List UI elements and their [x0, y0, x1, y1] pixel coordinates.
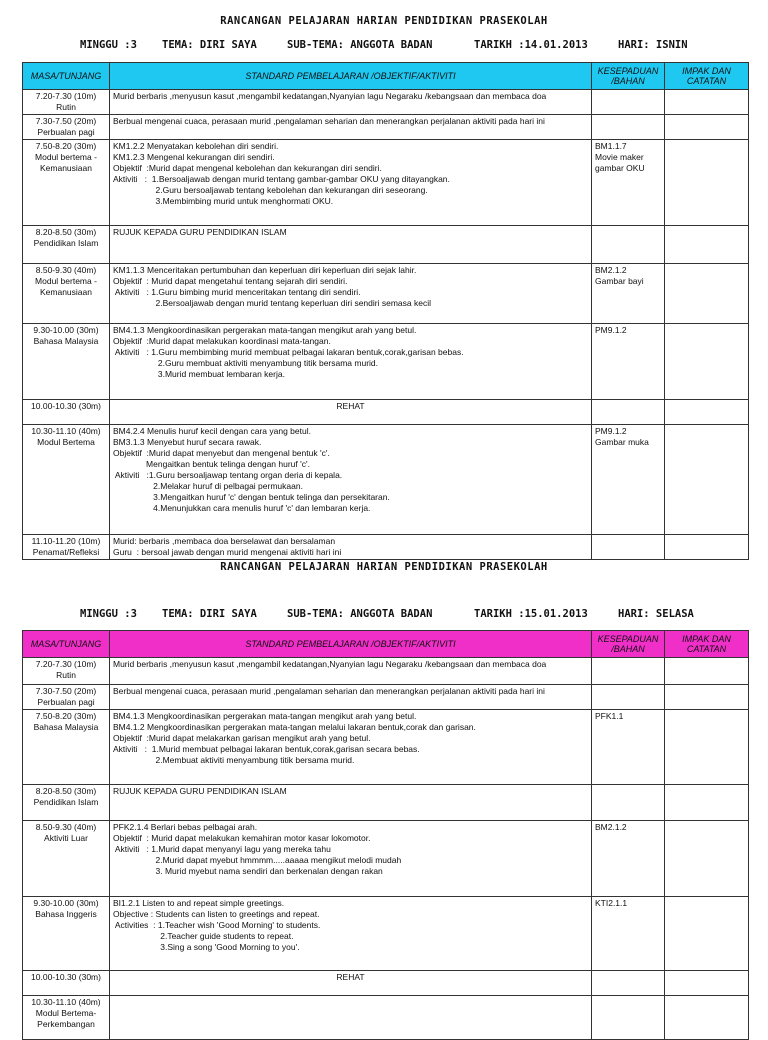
activity-line: Activities : 1.Teacher wish 'Good Morning' to students. — [113, 920, 321, 930]
activity-cell — [110, 897, 592, 971]
activity-line: Mengaitkan bentuk telinga dengan huruf 'c'. — [113, 459, 310, 469]
activity-cell — [110, 140, 592, 226]
meta-hari: HARI: SELASA — [618, 608, 694, 620]
masa-cell — [23, 140, 110, 226]
activity-line: Guru : bersoal jawab dengan murid mengenai aktiviti hari ini — [113, 547, 342, 557]
activity-line: Objektif : Murid dapat mengetahui tentang sejarah diri sendiri. — [113, 276, 348, 286]
impak-cell — [665, 785, 749, 821]
header-impak: IMPAK DAN CATATAN — [665, 631, 749, 658]
masa-line: Modul Bertema — [37, 437, 95, 447]
impak-cell — [665, 685, 749, 710]
masa-cell — [23, 821, 110, 897]
activity-line: BM4.1.3 Mengkoordinasikan pergerakan mata-tangan mengikut arah yang betul. — [113, 325, 417, 335]
lesson-plan-table — [22, 62, 749, 560]
activity-line: 2.Murid dapat myebut hmmmm.....aaaaa mengikut melodi mudah — [113, 855, 402, 865]
header-kesepaduan: KESEPADUAN /BAHAN — [592, 631, 665, 658]
activity-cell — [110, 785, 592, 821]
impak-cell — [665, 897, 749, 971]
activity-line: BM4.1.3 Mengkoordinasikan pergerakan mata-tangan mengikut arah yang betul. — [113, 711, 417, 721]
kesepaduan-line: BM2.1.2 — [595, 822, 627, 832]
meta-subtema: SUB-TEMA: ANGGOTA BADAN — [287, 608, 433, 620]
masa-cell — [23, 685, 110, 710]
masa-line: 10.30-11.10 (40m) — [31, 426, 101, 436]
kesepaduan-line: PM9.1.2 — [595, 426, 627, 436]
activity-cell — [110, 996, 592, 1040]
kesepaduan-line: BM2.1.2 — [595, 265, 627, 275]
masa-cell — [23, 90, 110, 115]
kesepaduan-line: gambar OKU — [595, 163, 645, 173]
table-row — [23, 785, 749, 821]
header-standard: STANDARD PEMBELAJARAN /OBJEKTIF/AKTIVITI — [110, 63, 592, 90]
activity-line: 3. Murid myebut nama sendiri dan berkenalan dengan rakan — [113, 866, 383, 876]
masa-line: Bahasa Malaysia — [33, 722, 99, 732]
masa-line: 10.30-11.10 (40m) — [31, 997, 101, 1007]
table-row — [23, 710, 749, 785]
activity-line: Murid berbaris ,menyusun kasut ,mengambil kedatangan,Nyanyian lagu Negaraku /kebangsaan dan membaca doa — [113, 91, 547, 101]
kesepaduan-cell — [592, 90, 665, 115]
kesepaduan-cell — [592, 971, 665, 996]
masa-line: Rutin — [56, 102, 76, 112]
impak-cell — [665, 400, 749, 425]
impak-cell — [665, 658, 749, 685]
table-row — [23, 140, 749, 226]
masa-cell — [23, 658, 110, 685]
activity-line: Murid: berbaris ,membaca doa berselawat dan bersalaman — [113, 536, 336, 546]
lesson-plan-table — [22, 630, 749, 1040]
impak-cell — [665, 996, 749, 1040]
activity-line: Berbual mengenai cuaca, perasaan murid ,pengalaman seharian dan menerangkan perjalanan aktiviti pada hari ini — [113, 686, 545, 696]
table-row — [23, 685, 749, 710]
masa-line: 7.30-7.50 (20m) — [35, 686, 97, 696]
impak-cell — [665, 535, 749, 560]
header-masa: MASA/TUNJANG — [23, 631, 110, 658]
table-row — [23, 535, 749, 560]
activity-line: BM4.2.4 Menulis huruf kecil dengan cara yang betul. — [113, 426, 311, 436]
masa-line: Kemanusiaan — [40, 287, 92, 297]
header-standard: STANDARD PEMBELAJARAN /OBJEKTIF/AKTIVITI — [110, 631, 592, 658]
activity-line: KM1.1.3 Menceritakan pertumbuhan dan keperluan diri keperluan diri sejak lahir. — [113, 265, 417, 275]
activity-line: Murid berbaris ,menyusun kasut ,mengambil kedatangan,Nyanyian lagu Negaraku /kebangsaan dan membaca doa — [113, 659, 547, 669]
kesepaduan-line: Movie maker — [595, 152, 644, 162]
impak-cell — [665, 425, 749, 535]
masa-line: Modul bertema - — [35, 152, 97, 162]
masa-line: Penamat/Refleksi — [32, 547, 100, 557]
meta-minggu: MINGGU :3 — [80, 39, 137, 51]
meta-minggu: MINGGU :3 — [80, 608, 137, 620]
activity-line: Aktiviti : 1.Guru bimbing murid menceritakan tentang diri sendiri. — [113, 287, 361, 297]
masa-line: Bahasa Malaysia — [33, 336, 99, 346]
masa-cell — [23, 897, 110, 971]
masa-line: 10.00-10.30 (30m) — [31, 401, 101, 411]
kesepaduan-cell — [592, 897, 665, 971]
activity-cell — [110, 710, 592, 785]
kesepaduan-cell — [592, 658, 665, 685]
table-row — [23, 658, 749, 685]
activity-line: BM3.1.3 Menyebut huruf secara rawak. — [113, 437, 262, 447]
activity-line: 2.Bersoaljawab dengan murid tentang keperluan diri sendiri semasa kecil — [113, 298, 431, 308]
activity-line: Aktiviti : 1.Bersoaljawab dengan murid tentang gambar-gambar OKU yang ditayangkan. — [113, 174, 450, 184]
masa-line: Perkembangan — [37, 1019, 95, 1029]
activity-line: Aktiviti : 1.Murid dapat menyanyi lagu yang mereka tahu — [113, 844, 331, 854]
activity-cell — [110, 115, 592, 140]
kesepaduan-line: PFK1.1 — [595, 711, 624, 721]
impak-cell — [665, 821, 749, 897]
activity-line: PFK2.1.4 Berlari bebas pelbagai arah. — [113, 822, 258, 832]
masa-line: Modul Bertema- — [35, 1008, 97, 1018]
activity-line: RUJUK KEPADA GURU PENDIDIKAN ISLAM — [113, 786, 287, 796]
activity-line: BM4.1.2 Mengkoordinasikan pergerakan mata-tangan melalui lakaran bentuk,corak dan garisan. — [113, 722, 476, 732]
kesepaduan-cell — [592, 685, 665, 710]
page-title: RANCANGAN PELAJARAN HARIAN PENDIDIKAN PRASEKOLAH — [220, 561, 548, 573]
activity-line: 2.Teacher guide students to repeat. — [113, 931, 294, 941]
kesepaduan-cell — [592, 996, 665, 1040]
masa-cell — [23, 115, 110, 140]
activity-cell — [110, 535, 592, 560]
kesepaduan-line: BM1.1.7 — [595, 141, 627, 151]
activity-line: 3.Membimbing murid untuk menghormati OKU. — [113, 196, 334, 206]
meta-tema: TEMA: DIRI SAYA — [162, 608, 257, 620]
table-row — [23, 400, 749, 425]
activity-line: 2.Melakar huruf di pelbagai permukaan. — [113, 481, 303, 491]
masa-line: 8.20-8.50 (30m) — [35, 227, 97, 237]
activity-line: Aktiviti : 1.Guru membimbing murid membuat pelbagai lakaran bentuk,corak,garisan bebas. — [113, 347, 464, 357]
masa-cell — [23, 785, 110, 821]
masa-line: Bahasa Inggeris — [35, 909, 97, 919]
table-row — [23, 264, 749, 324]
impak-cell — [665, 324, 749, 400]
meta-hari: HARI: ISNIN — [618, 39, 688, 51]
table-row — [23, 324, 749, 400]
masa-line: Aktiviti Luar — [44, 833, 88, 843]
table-row — [23, 996, 749, 1040]
activity-cell — [110, 971, 592, 996]
masa-line: 7.20-7.30 (10m) — [35, 659, 97, 669]
masa-cell — [23, 710, 110, 785]
masa-line: 8.50-9.30 (40m) — [35, 265, 97, 275]
activity-cell — [110, 685, 592, 710]
masa-cell — [23, 971, 110, 996]
activity-line: 3.Sing a song 'Good Morning to you'. — [113, 942, 300, 952]
kesepaduan-cell — [592, 400, 665, 425]
activity-line: REHAT — [336, 401, 365, 411]
masa-cell — [23, 425, 110, 535]
meta-tema: TEMA: DIRI SAYA — [162, 39, 257, 51]
page-title: RANCANGAN PELAJARAN HARIAN PENDIDIKAN PRASEKOLAH — [220, 15, 548, 27]
masa-cell — [23, 324, 110, 400]
activity-line: KM1.2.3 Mengenal kekurangan diri sendiri. — [113, 152, 275, 162]
masa-line: 8.50-9.30 (40m) — [35, 822, 97, 832]
masa-line: 7.30-7.50 (20m) — [35, 116, 97, 126]
masa-line: 10.00-10.30 (30m) — [31, 972, 101, 982]
kesepaduan-line: Gambar muka — [595, 437, 649, 447]
activity-line: RUJUK KEPADA GURU PENDIDIKAN ISLAM — [113, 227, 287, 237]
activity-line: Berbual mengenai cuaca, perasaan murid ,pengalaman seharian dan menerangkan perjalanan aktiviti pada hari ini — [113, 116, 545, 126]
masa-line: 7.50-8.20 (30m) — [35, 141, 97, 151]
table-row — [23, 971, 749, 996]
masa-line: Modul bertema - — [35, 276, 97, 286]
kesepaduan-cell — [592, 226, 665, 264]
masa-line: 8.20-8.50 (30m) — [35, 786, 97, 796]
activity-line: Objektif :Murid dapat mengenal kebolehan dan kekurangan diri sendiri. — [113, 163, 382, 173]
masa-line: 9.30-10.00 (30m) — [33, 325, 99, 335]
kesepaduan-line: PM9.1.2 — [595, 325, 627, 335]
meta-tarikh: TARIKH :14.01.2013 — [474, 39, 588, 51]
kesepaduan-cell — [592, 324, 665, 400]
activity-line: Objective : Students can listen to greetings and repeat. — [113, 909, 320, 919]
masa-line: Perbualan pagi — [37, 697, 95, 707]
masa-cell — [23, 996, 110, 1040]
table-row — [23, 425, 749, 535]
masa-line: Pendidikan Islam — [33, 238, 99, 248]
masa-line: Kemanusiaan — [40, 163, 92, 173]
impak-cell — [665, 710, 749, 785]
table-row — [23, 226, 749, 264]
masa-line: 7.50-8.20 (30m) — [35, 711, 97, 721]
activity-line: 2.Guru bersoaljawab tentang kebolehan dan kekurangan diri seseorang. — [113, 185, 428, 195]
kesepaduan-cell — [592, 710, 665, 785]
activity-cell — [110, 90, 592, 115]
table-row — [23, 90, 749, 115]
kesepaduan-cell — [592, 115, 665, 140]
masa-line: 9.30-10.00 (30m) — [33, 898, 99, 908]
activity-line: 4.Menunjukkan cara menulis huruf 'c' dan lembaran kerja. — [113, 503, 371, 513]
activity-line: 2.Membuat aktiviti menyambung titik bersama murid. — [113, 755, 355, 765]
activity-line: Aktiviti :1.Guru bersoaljawap tentang organ deria di kepala. — [113, 470, 343, 480]
activity-cell — [110, 264, 592, 324]
kesepaduan-cell — [592, 821, 665, 897]
activity-line: Objektif : Murid dapat melakukan kemahiran motor kasar lokomotor. — [113, 833, 371, 843]
impak-cell — [665, 140, 749, 226]
activity-cell — [110, 821, 592, 897]
activity-cell — [110, 226, 592, 264]
masa-cell — [23, 400, 110, 425]
kesepaduan-line: Gambar bayi — [595, 276, 644, 286]
header-impak: IMPAK DAN CATATAN — [665, 63, 749, 90]
activity-line: 2.Guru membuat aktiviti menyambung titik bersama murid. — [113, 358, 379, 368]
activity-line: Objektif :Murid dapat menyebut dan mengenal bentuk 'c'. — [113, 448, 330, 458]
activity-cell — [110, 400, 592, 425]
meta-subtema: SUB-TEMA: ANGGOTA BADAN — [287, 39, 433, 51]
masa-cell — [23, 264, 110, 324]
activity-line: REHAT — [336, 972, 365, 982]
activity-cell — [110, 658, 592, 685]
table-row — [23, 897, 749, 971]
kesepaduan-cell — [592, 140, 665, 226]
masa-line: Rutin — [56, 670, 76, 680]
impak-cell — [665, 115, 749, 140]
kesepaduan-cell — [592, 264, 665, 324]
masa-line: 11.10-11.20 (10m) — [31, 536, 101, 546]
activity-line: 3.Mengaitkan huruf 'c' dengan bentuk telinga dan persekitaran. — [113, 492, 390, 502]
impak-cell — [665, 264, 749, 324]
masa-cell — [23, 535, 110, 560]
meta-tarikh: TARIKH :15.01.2013 — [474, 608, 588, 620]
activity-cell — [110, 324, 592, 400]
header-masa: MASA/TUNJANG — [23, 63, 110, 90]
masa-cell — [23, 226, 110, 264]
kesepaduan-line: KTI2.1.1 — [595, 898, 628, 908]
activity-line: KM1.2.2 Menyatakan kebolehan diri sendiri. — [113, 141, 279, 151]
activity-line: Objektif :Murid dapat melakarkan garisan mengikut arah yang betul. — [113, 733, 371, 743]
masa-line: Pendidikan Islam — [33, 797, 99, 807]
impak-cell — [665, 90, 749, 115]
activity-line: Aktiviti : 1.Murid membuat pelbagai lakaran bentuk,corak,garisan secara bebas. — [113, 744, 420, 754]
header-kesepaduan: KESEPADUAN /BAHAN — [592, 63, 665, 90]
table-header-row — [23, 631, 749, 658]
activity-cell — [110, 425, 592, 535]
table-row — [23, 821, 749, 897]
masa-line: 7.20-7.30 (10m) — [35, 91, 97, 101]
activity-line: Objektif :Murid dapat melakukan koordinasi mata-tangan. — [113, 336, 331, 346]
masa-line: Perbualan pagi — [37, 127, 95, 137]
impak-cell — [665, 226, 749, 264]
kesepaduan-cell — [592, 425, 665, 535]
table-row — [23, 115, 749, 140]
impak-cell — [665, 971, 749, 996]
activity-line: BI1.2.1 Listen to and repeat simple greetings. — [113, 898, 285, 908]
kesepaduan-cell — [592, 535, 665, 560]
kesepaduan-cell — [592, 785, 665, 821]
activity-line: 3.Murid membuat lembaran kerja. — [113, 369, 285, 379]
table-header-row — [23, 63, 749, 90]
